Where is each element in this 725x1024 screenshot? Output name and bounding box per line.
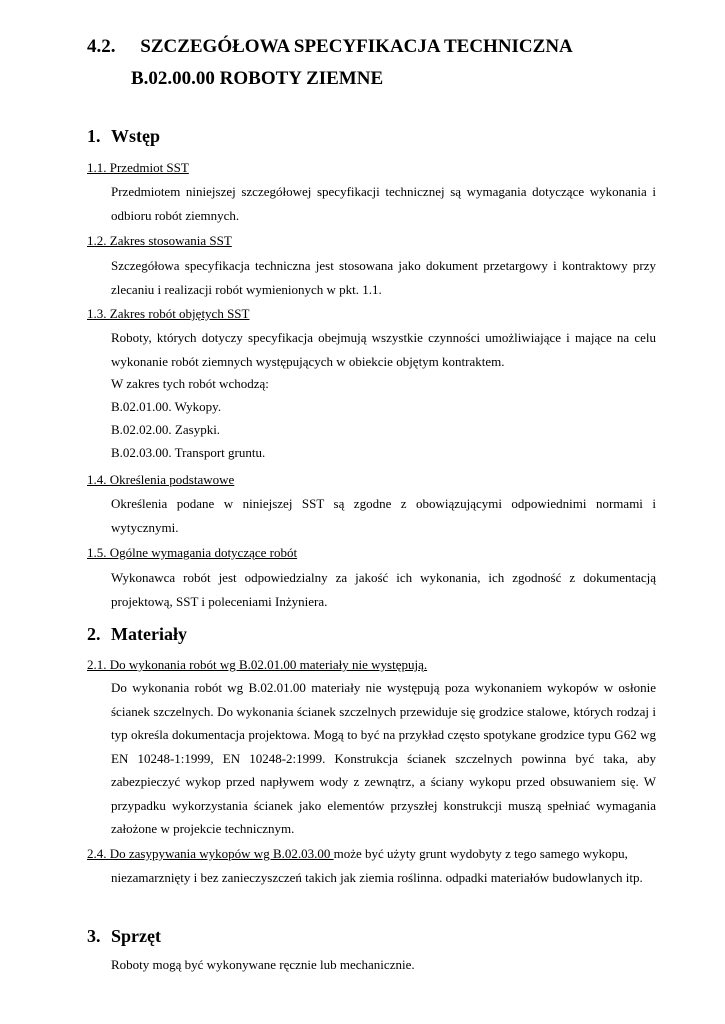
paragraph-3: Roboty mogą być wykonywane ręcznie lub mechanicznie. [111, 957, 415, 972]
section-heading-1 [87, 126, 160, 147]
list-item: B.02.02.00. Zasypki. [111, 422, 221, 437]
section-heading-3 [87, 926, 161, 947]
list-item: B.02.01.00. Wykopy. [111, 399, 222, 414]
paragraph-1-2: Szczegółowa specyfikacja techniczna jest stosowana jako dokument przetargowy i kontraktowy przy zlecaniu i realizacji robót wymienionych w pkt. 1.1. [111, 258, 656, 297]
list-item: B.02.03.00. Transport gruntu. [111, 445, 266, 460]
subsection-heading-2-4: 2.4. Do zasypywania wykopów wg B.02.03.00 [87, 846, 334, 861]
section-heading-2 [87, 624, 187, 645]
section-number: 3. [87, 926, 101, 946]
subsection-heading-1-2: 1.2. Zakres stosowania SST [87, 233, 232, 248]
paragraph-1-3: Roboty, których dotyczy specyfikacja obejmują wszystkie czynności umożliwiające i mające na celu wykonanie robót ziemnych występujących w obiekcie objętym kontraktem. [111, 330, 656, 369]
spec-subtitle: B.02.00.00 ROBOTY ZIEMNE [131, 68, 384, 89]
section-number: 2. [87, 624, 101, 644]
section-title: Materiały [111, 624, 187, 644]
spec-title-text: SZCZEGÓŁOWA SPECYFIKACJA TECHNICZNA [140, 36, 573, 57]
subsection-heading-2-1: 2.1. Do wykonania robót wg B.02.01.00 materiały nie występują. [87, 657, 428, 672]
paragraph-2-4-first-line [87, 846, 656, 862]
subsection-heading-1-4: 1.4. Określenia podstawowe [87, 472, 235, 487]
paragraph-2-4: niezamarznięty i bez zanieczyszczeń takich jak ziemia roślinna. odpadki materiałów budowlanych itp. [111, 870, 643, 885]
paragraph-1-4: Określenia podane w niniejszej SST są zgodne z obowiązującymi odpowiednimi normami i wytycznymi. [111, 496, 656, 535]
spec-title [87, 36, 573, 58]
paragraph-2-4-lead: może być użyty grunt wydobyty z tego samego wykopu, [333, 846, 628, 861]
scope-intro: W zakres tych robót wchodzą: [111, 376, 269, 391]
paragraph-1-5: Wykonawca robót jest odpowiedzialny za jakość ich wykonania, ich zgodność z dokumentacją projektową, SST i poleceniami Inżyniera. [111, 570, 656, 609]
spec-number: 4.2. [87, 36, 116, 57]
section-number: 1. [87, 126, 101, 146]
subsection-heading-1-3: 1.3. Zakres robót objętych SST [87, 306, 250, 321]
section-title: Sprzęt [111, 926, 161, 946]
subsection-heading-1-5: 1.5. Ogólne wymagania dotyczące robót [87, 545, 298, 560]
paragraph-2-1: Do wykonania robót wg B.02.01.00 materiały nie występują poza wykonaniem wykopów w osłonie ścianek szczelnych. Do wykonania ścianek szczelnych przewiduje się grodzice stalowe, których rodzaj i typ określa dokumentacja projektowa. Mogą to być na przykład często spotykane grodzice typu G62 wg EN 10248-1:1999, EN 10248-2:1999. Konstrukcja ścianek szczelnych powinna być taka, aby zabezpieczyć wykop przed napływem wody z zewnątrz, a ściany wykopu przed obsuwaniem się. W przypadku wykorzystania ścianek jako elementów przyszłej konstrukcji muszą spełniać wymagania założone w projekcie technicznym. [111, 680, 656, 836]
paragraph-1-1: Przedmiotem niniejszej szczegółowej specyfikacji technicznej są wymagania dotyczące wykonania i odbioru robót ziemnych. [111, 184, 656, 223]
subsection-heading-1-1: 1.1. Przedmiot SST [87, 160, 189, 175]
section-title: Wstęp [111, 126, 160, 146]
